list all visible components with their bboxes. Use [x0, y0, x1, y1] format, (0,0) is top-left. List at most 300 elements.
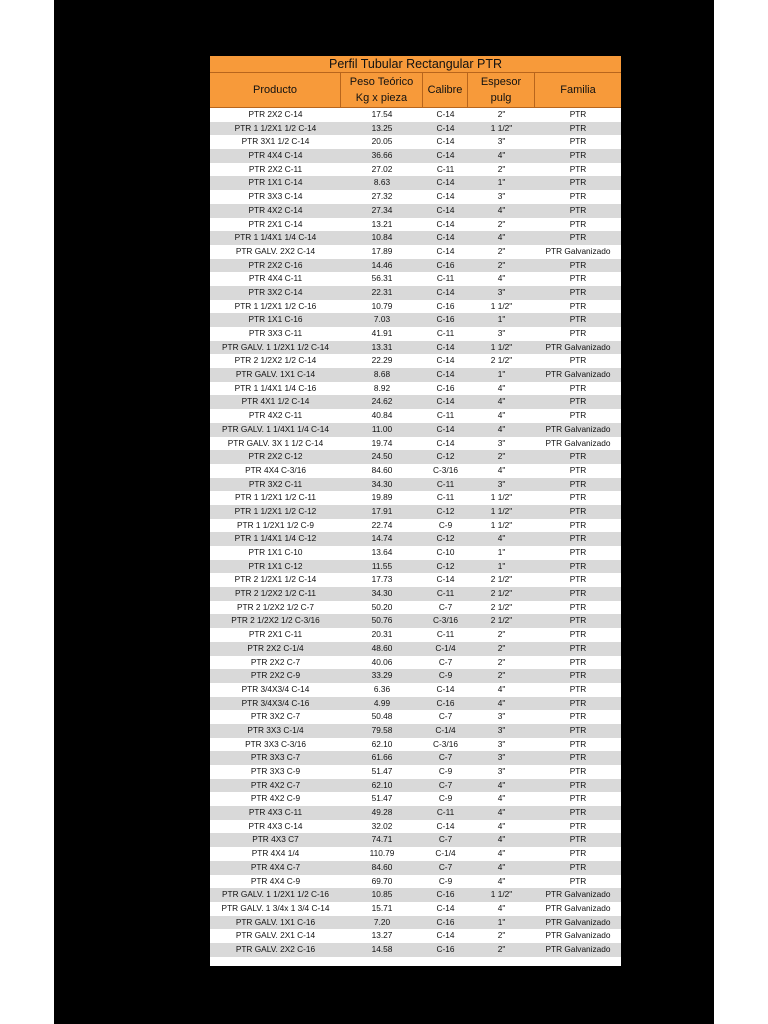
table-row — [210, 231, 621, 245]
table-row — [210, 341, 621, 355]
cell-producto: PTR 4X2 C-14 — [248, 204, 303, 215]
cell-familia: PTR — [569, 560, 587, 571]
cell-espesor: 4" — [497, 793, 506, 804]
cell-calibre: C-11 — [436, 410, 455, 421]
cell-producto: PTR 2X2 C-9 — [250, 670, 301, 681]
cell-peso: 34.30 — [371, 478, 393, 489]
cell-peso: 17.91 — [371, 505, 393, 516]
cell-calibre: C-14 — [436, 177, 455, 188]
cell-familia: PTR — [569, 875, 587, 886]
cell-peso: 40.84 — [371, 410, 393, 421]
cell-calibre: C-14 — [436, 191, 455, 202]
cell-calibre: C-12 — [436, 505, 455, 516]
table-row — [210, 437, 621, 451]
header-familia: Familia — [560, 84, 596, 96]
cell-producto: PTR 1 1/4X1 1/4 C-14 — [234, 232, 317, 243]
cell-producto: PTR GALV. 1X1 C-14 — [235, 369, 316, 380]
cell-espesor: 3" — [497, 766, 506, 776]
table-row — [210, 149, 621, 163]
cell-familia: PTR — [569, 410, 587, 421]
cell-producto: PTR GALV. 2X2 C-16 — [235, 943, 316, 954]
table-row — [210, 519, 621, 533]
cell-producto: PTR 2X2 C-7 — [250, 656, 301, 667]
table-row — [210, 423, 621, 437]
cell-producto: PTR 4X4 C-3/16 — [245, 464, 306, 475]
cell-producto: PTR 3X3 C-3/16 — [245, 738, 306, 749]
cell-espesor: 2" — [497, 259, 506, 270]
cell-peso: 27.34 — [371, 204, 393, 215]
cell-producto: PTR 1X1 C-16 — [248, 314, 303, 325]
table-row — [210, 245, 621, 259]
cell-calibre: C-14 — [436, 232, 455, 243]
table-row — [210, 888, 621, 902]
cell-espesor: 4" — [497, 232, 506, 243]
cell-familia: PTR Galvanizado — [545, 369, 611, 380]
cell-producto: PTR GALV. 1X1 C-16 — [235, 916, 316, 927]
cell-producto: PTR 1 1/2X1 1/2 C-12 — [234, 505, 317, 516]
cell-calibre: C-12 — [436, 451, 455, 462]
cell-espesor: 3" — [497, 191, 506, 202]
cell-peso: 49.28 — [371, 807, 393, 818]
cell-peso: 33.29 — [371, 670, 393, 681]
cell-producto: PTR 3X2 C-7 — [250, 711, 301, 722]
cell-familia: PTR Galvanizado — [545, 437, 611, 448]
cell-espesor: 1 1/2" — [490, 519, 513, 530]
cell-familia: PTR — [569, 533, 587, 544]
cell-producto: PTR 2 1/2X2 1/2 C-7 — [236, 601, 314, 612]
cell-peso: 34.30 — [371, 588, 393, 599]
cell-calibre: C-7 — [438, 601, 453, 612]
table-row — [210, 614, 621, 628]
cell-producto: PTR 2X2 C-1/4 — [247, 642, 304, 653]
cell-calibre: C-9 — [438, 519, 453, 530]
cell-calibre: C-9 — [438, 766, 453, 776]
cell-calibre: C-14 — [436, 820, 455, 831]
table-row — [210, 697, 621, 711]
cell-espesor: 2" — [497, 245, 506, 256]
cell-peso: 62.10 — [371, 738, 393, 749]
cell-calibre: C-1/4 — [435, 848, 456, 859]
cell-espesor: 1" — [497, 560, 506, 571]
cell-producto: PTR 4X3 C-14 — [248, 820, 303, 831]
cell-calibre: C-7 — [438, 861, 453, 872]
cell-familia: PTR — [569, 519, 587, 530]
cell-peso: 62.10 — [371, 779, 393, 790]
cell-producto: PTR GALV. 3X 1 1/2 C-14 — [227, 437, 324, 448]
cell-familia: PTR — [569, 177, 587, 188]
cell-peso: 74.71 — [371, 834, 393, 845]
cell-espesor: 2" — [497, 656, 506, 667]
cell-producto: PTR 2 1/2X2 1/2 C-14 — [234, 355, 317, 366]
cell-familia: PTR Galvanizado — [545, 341, 611, 352]
cell-familia: PTR — [569, 670, 587, 681]
cell-espesor: 4" — [497, 150, 506, 161]
cell-producto: PTR 3X3 C-7 — [250, 752, 301, 763]
cell-calibre: C-1/4 — [435, 642, 456, 653]
cell-espesor: 2" — [497, 218, 506, 229]
cell-espesor: 4" — [497, 697, 506, 708]
cell-calibre: C-16 — [436, 889, 455, 900]
table-row — [210, 135, 621, 149]
cell-peso: 22.31 — [371, 286, 393, 297]
cell-calibre: C-14 — [436, 574, 455, 585]
cell-familia: PTR — [569, 464, 587, 475]
cell-peso: 24.50 — [371, 451, 393, 462]
cell-producto: PTR 1 1/4X1 1/4 C-16 — [234, 382, 317, 393]
cell-espesor: 2" — [497, 642, 506, 653]
cell-calibre: C-11 — [436, 588, 455, 599]
table-row — [210, 450, 621, 464]
cell-producto: PTR 2 1/2X2 1/2 C-3/16 — [231, 615, 320, 626]
cell-espesor: 3" — [497, 724, 506, 735]
header-producto: Producto — [210, 73, 341, 107]
table-row — [210, 573, 621, 587]
cell-espesor: 4" — [497, 834, 506, 845]
cell-peso: 17.89 — [371, 245, 393, 256]
cell-familia: PTR — [569, 820, 587, 831]
cell-producto: PTR 2X1 C-14 — [248, 218, 303, 229]
cell-espesor: 3" — [497, 328, 506, 338]
cell-calibre: C-3/16 — [433, 738, 458, 749]
cell-producto: PTR 2 1/2X1 1/2 C-14 — [234, 574, 317, 585]
cell-calibre: C-14 — [436, 245, 455, 256]
table-row — [210, 833, 621, 847]
cell-familia: PTR Galvanizado — [545, 423, 611, 434]
cell-espesor: 3" — [497, 711, 506, 722]
cell-espesor: 2" — [497, 629, 506, 640]
table-row — [210, 738, 621, 752]
cell-producto: PTR 4X2 C-11 — [248, 410, 303, 421]
cell-producto: PTR 2X2 C-11 — [248, 163, 303, 174]
cell-calibre: C-7 — [438, 779, 453, 790]
cell-espesor: 1 1/2" — [490, 300, 513, 311]
cell-familia: PTR Galvanizado — [545, 245, 611, 256]
cell-producto: PTR 2X2 C-12 — [248, 451, 303, 462]
cell-familia: PTR Galvanizado — [545, 930, 611, 941]
cell-peso: 7.20 — [373, 916, 391, 927]
cell-peso: 36.66 — [371, 150, 393, 161]
table-row — [210, 546, 621, 560]
table-row — [210, 122, 621, 136]
cell-producto: PTR 1X1 C-12 — [248, 560, 303, 571]
cell-familia: PTR — [569, 505, 587, 516]
cell-calibre: C-11 — [436, 163, 455, 174]
cell-familia: PTR Galvanizado — [545, 889, 611, 900]
cell-familia: PTR — [569, 629, 587, 640]
table-row — [210, 820, 621, 834]
cell-calibre: C-14 — [436, 369, 455, 380]
cell-producto: PTR 1X1 C-10 — [248, 547, 303, 557]
cell-peso: 20.05 — [371, 136, 393, 147]
cell-producto: PTR 2X2 C-14 — [248, 109, 303, 119]
cell-familia: PTR — [569, 191, 587, 202]
cell-espesor: 3" — [497, 478, 506, 489]
table-row — [210, 642, 621, 656]
cell-peso: 22.29 — [371, 355, 393, 366]
cell-familia: PTR — [569, 109, 587, 119]
cell-peso: 50.48 — [371, 711, 393, 722]
cell-peso: 69.70 — [371, 875, 393, 886]
cell-calibre: C-9 — [438, 793, 453, 804]
cell-familia: PTR — [569, 314, 587, 325]
cell-espesor: 3" — [497, 752, 506, 763]
cell-espesor: 2" — [497, 670, 506, 681]
cell-calibre: C-14 — [436, 683, 455, 694]
header-espesor — [468, 73, 535, 107]
cell-familia: PTR — [569, 232, 587, 243]
table-row — [210, 176, 621, 190]
cell-peso: 50.20 — [371, 601, 393, 612]
cell-peso: 15.71 — [371, 902, 393, 913]
table-row — [210, 190, 621, 204]
cell-producto: PTR 3X2 C-14 — [248, 286, 303, 297]
cell-peso: 13.64 — [371, 547, 393, 557]
cell-espesor: 2 1/2" — [490, 588, 513, 599]
table-row — [210, 875, 621, 889]
cell-producto: PTR 1 1/2X1 1/2 C-14 — [234, 122, 317, 133]
cell-calibre: C-11 — [436, 629, 455, 640]
table-row — [210, 108, 621, 122]
cell-familia: PTR — [569, 848, 587, 859]
table-row — [210, 354, 621, 368]
cell-calibre: C-11 — [436, 807, 455, 818]
cell-producto: PTR 1 1/2X1 1/2 C-16 — [234, 300, 317, 311]
cell-peso: 13.31 — [371, 341, 393, 352]
cell-peso: 32.02 — [371, 820, 393, 831]
table-row — [210, 628, 621, 642]
cell-peso: 14.58 — [371, 943, 393, 954]
table-row — [210, 286, 621, 300]
cell-espesor: 2" — [497, 930, 506, 941]
cell-familia: PTR — [569, 574, 587, 585]
cell-peso: 10.84 — [371, 232, 393, 243]
cell-espesor: 2" — [497, 943, 506, 954]
cell-calibre: C-14 — [436, 286, 455, 297]
cell-calibre: C-10 — [436, 547, 455, 557]
cell-familia: PTR — [569, 451, 587, 462]
header-calibre: Calibre — [423, 73, 468, 107]
cell-familia: PTR — [569, 478, 587, 489]
table-row — [210, 669, 621, 683]
cell-calibre: C-7 — [438, 752, 453, 763]
cell-producto: PTR GALV. 1 1/2X1 1/2 C-16 — [222, 889, 329, 900]
cell-espesor: 4" — [497, 779, 506, 790]
cell-espesor: 1 1/2" — [490, 492, 513, 503]
cell-peso: 11.00 — [371, 423, 393, 434]
cell-producto: PTR 3/4X3/4 C-14 — [241, 683, 310, 694]
cell-peso: 14.74 — [371, 533, 393, 544]
cell-espesor: 2 1/2" — [490, 601, 513, 612]
header-espesor-line2: pulg — [490, 92, 512, 104]
cell-peso: 8.63 — [373, 177, 391, 188]
cell-producto: PTR 3X3 C-11 — [248, 328, 303, 338]
table-row — [210, 710, 621, 724]
cell-calibre: C-1/4 — [435, 724, 456, 735]
cell-producto: PTR 4X4 C-7 — [250, 861, 301, 872]
cell-familia: PTR — [569, 615, 587, 626]
cell-familia: PTR — [569, 328, 587, 338]
cell-producto: PTR 2X1 C-11 — [248, 629, 303, 640]
cell-familia: PTR — [569, 547, 587, 557]
cell-calibre: C-16 — [436, 300, 455, 311]
cell-espesor: 3" — [497, 136, 506, 147]
table-row — [210, 532, 621, 546]
cell-peso: 50.76 — [371, 615, 393, 626]
cell-peso: 13.27 — [371, 930, 393, 941]
table-row — [210, 163, 621, 177]
cell-producto: PTR 2 1/2X2 1/2 C-11 — [234, 588, 316, 599]
cell-producto: PTR 3/4X3/4 C-16 — [241, 697, 310, 708]
cell-calibre: C-11 — [436, 478, 455, 489]
cell-espesor: 4" — [497, 683, 506, 694]
cell-peso: 84.60 — [371, 464, 393, 475]
cell-calibre: C-16 — [436, 259, 455, 270]
cell-peso: 48.60 — [371, 642, 393, 653]
cell-peso: 84.60 — [371, 861, 393, 872]
cell-espesor: 4" — [497, 820, 506, 831]
cell-producto: PTR 4X2 C-7 — [250, 779, 301, 790]
cell-espesor: 1 1/2" — [490, 122, 513, 133]
cell-espesor: 4" — [497, 902, 506, 913]
cell-calibre: C-9 — [438, 670, 453, 681]
cell-peso: 10.79 — [371, 300, 393, 311]
cell-producto: PTR 1X1 C-14 — [248, 177, 303, 188]
cell-producto: PTR 4X4 C-9 — [250, 875, 301, 886]
cell-peso: 8.68 — [373, 369, 391, 380]
cell-calibre: C-14 — [436, 902, 455, 913]
cell-familia: PTR — [569, 300, 587, 311]
cell-calibre: C-11 — [436, 328, 455, 338]
cell-peso: 27.32 — [371, 191, 393, 202]
cell-espesor: 4" — [497, 861, 506, 872]
cell-familia: PTR — [569, 163, 587, 174]
table-row — [210, 943, 621, 957]
cell-peso: 51.47 — [371, 766, 393, 776]
cell-calibre: C-16 — [436, 916, 455, 927]
cell-familia: PTR — [569, 724, 587, 735]
cell-familia: PTR — [569, 204, 587, 215]
table-row — [210, 218, 621, 232]
cell-familia: PTR — [569, 738, 587, 749]
cell-peso: 61.66 — [371, 752, 393, 763]
cell-producto: PTR 3X3 C-1/4 — [247, 724, 304, 735]
cell-producto: PTR GALV. 1 1/2X1 1/2 C-14 — [222, 341, 329, 352]
header-peso-line1: Peso Teórico — [349, 76, 414, 88]
cell-calibre: C-14 — [436, 396, 455, 407]
cell-familia: PTR — [569, 683, 587, 694]
cell-peso: 14.46 — [371, 259, 393, 270]
header-peso — [341, 73, 423, 107]
cell-calibre: C-3/16 — [433, 615, 458, 626]
cell-espesor: 1" — [497, 177, 506, 188]
cell-espesor: 1" — [497, 916, 506, 927]
cell-producto: PTR 3X3 C-14 — [248, 191, 303, 202]
table-row — [210, 656, 621, 670]
cell-calibre: C-7 — [438, 711, 453, 722]
cell-producto: PTR 4X4 C-14 — [248, 150, 303, 161]
cell-familia: PTR Galvanizado — [545, 902, 611, 913]
table-row — [210, 368, 621, 382]
cell-espesor: 2" — [497, 109, 506, 119]
cell-espesor: 4" — [497, 848, 506, 859]
cell-producto: PTR 1 1/2X1 1/2 C-11 — [234, 492, 316, 503]
cell-espesor: 2" — [497, 163, 506, 174]
cell-espesor: 1" — [497, 314, 506, 325]
cell-familia: PTR — [569, 766, 587, 776]
cell-peso: 79.58 — [371, 724, 393, 735]
table-row — [210, 916, 621, 930]
cell-peso: 10.85 — [371, 889, 393, 900]
cell-espesor: 4" — [497, 423, 506, 434]
product-table — [210, 56, 621, 966]
cell-calibre: C-7 — [438, 834, 453, 845]
table-row — [210, 587, 621, 601]
cell-producto: PTR GALV. 2X1 C-14 — [235, 930, 316, 941]
table-row — [210, 902, 621, 916]
table-row — [210, 779, 621, 793]
cell-peso: 19.89 — [371, 492, 393, 503]
cell-calibre: C-14 — [436, 341, 455, 352]
table-row — [210, 382, 621, 396]
cell-familia: PTR — [569, 793, 587, 804]
cell-calibre: C-14 — [436, 437, 455, 448]
cell-peso: 27.02 — [371, 163, 393, 174]
cell-espesor: 4" — [497, 533, 506, 544]
table-row — [210, 751, 621, 765]
cell-familia: PTR — [569, 286, 587, 297]
cell-espesor: 4" — [497, 464, 506, 475]
cell-producto: PTR 4X3 C-11 — [248, 807, 303, 818]
cell-familia: PTR — [569, 588, 587, 599]
cell-calibre: C-3/16 — [433, 464, 458, 475]
cell-producto: PTR 4X4 1/4 — [251, 848, 300, 859]
table-row — [210, 683, 621, 697]
cell-peso: 11.55 — [371, 560, 393, 571]
table-row — [210, 259, 621, 273]
cell-familia: PTR — [569, 382, 587, 393]
cell-calibre: C-9 — [438, 875, 453, 886]
cell-familia: PTR — [569, 807, 587, 818]
cell-calibre: C-7 — [438, 656, 453, 667]
cell-calibre: C-14 — [436, 930, 455, 941]
table-title: Perfil Tubular Rectangular PTR — [210, 56, 621, 73]
cell-peso: 4.99 — [373, 697, 391, 708]
cell-espesor: 1" — [497, 369, 506, 380]
cell-familia: PTR — [569, 396, 587, 407]
cell-peso: 41.91 — [371, 328, 393, 338]
cell-peso: 17.54 — [371, 109, 393, 119]
cell-calibre: C-16 — [436, 697, 455, 708]
cell-espesor: 2 1/2" — [490, 355, 513, 366]
cell-calibre: C-12 — [436, 560, 455, 571]
cell-familia: PTR — [569, 218, 587, 229]
cell-familia: PTR — [569, 136, 587, 147]
cell-familia: PTR — [569, 779, 587, 790]
cell-familia: PTR — [569, 711, 587, 722]
cell-espesor: 4" — [497, 382, 506, 393]
table-row — [210, 491, 621, 505]
cell-familia: PTR — [569, 259, 587, 270]
cell-espesor: 1 1/2" — [490, 889, 513, 900]
cell-espesor: 4" — [497, 396, 506, 407]
cell-peso: 56.31 — [371, 273, 393, 284]
table-row — [210, 929, 621, 943]
cell-familia: PTR — [569, 601, 587, 612]
cell-calibre: C-16 — [436, 314, 455, 325]
cell-producto: PTR 3X3 C-9 — [250, 766, 301, 776]
cell-producto: PTR 2X2 C-16 — [248, 259, 303, 270]
cell-peso: 110.79 — [369, 848, 395, 859]
